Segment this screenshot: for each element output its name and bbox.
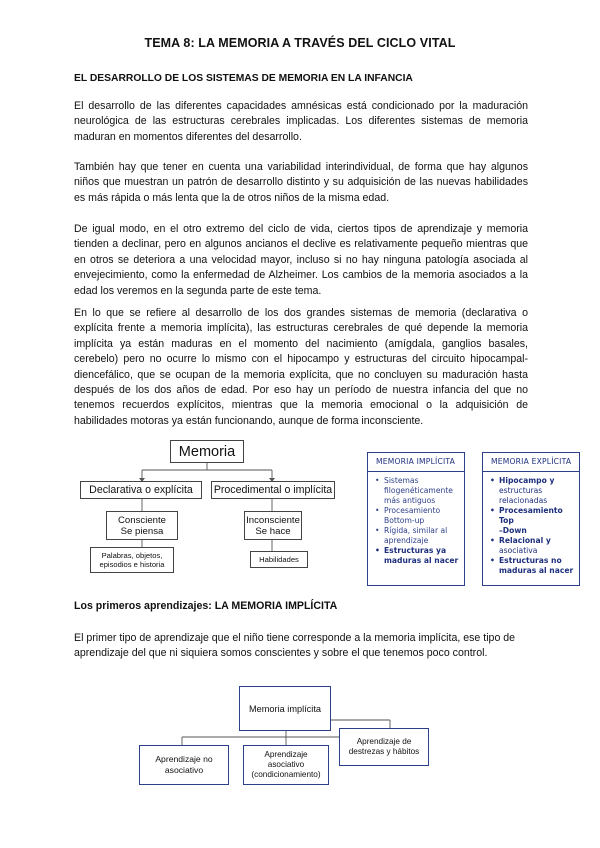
list-item: • Sistemas filogenéticamente más antiguos — [384, 476, 460, 506]
section-heading-primeros-aprendizajes: Los primeros aprendizajes: LA MEMORIA IMPLÍCITA — [74, 600, 338, 612]
memoria-implicita-label: Memoria implícita — [249, 703, 321, 714]
procedimental-box — [211, 481, 335, 499]
se-hace-label: Se hace — [255, 525, 291, 537]
destrezas-line-1: Aprendizaje de — [356, 737, 412, 746]
memoria-root-label: Memoria — [178, 443, 236, 460]
memoria-root-box — [170, 440, 244, 463]
paragraph-4: En lo que se refiere al desarrollo de los dos grandes sistemas de memoria (declarativa o explícita frente a memoria implícita), las estructuras cerebrales de qué depende la memoria implícita ya están maduras en el momento del nacimiento (amígdala, ganglios basales, cerebelo) pero no ocurre lo mismo con el hipocampo y estructuras del circuito hipocampal-diencefálico, que se ocupan de la memoria explícita, que no concluyen su maduración hasta después de los dos años de edad. Por eso hay un período de nuestra infancia del que no tenemos recuerdos explícitos, mientras que la memoria emocional o la adquisición de habilidades motoras ya están funcionando, aunque de forma inconsciente. — [74, 307, 528, 427]
panel-implicita-header: MEMORIA IMPLÍCITA — [368, 453, 464, 472]
list-item — [499, 476, 575, 506]
list-item-line: relacionadas — [499, 496, 548, 505]
memoria-implicita-box — [239, 686, 331, 731]
list-item-line: estructuras — [499, 486, 543, 495]
list-item-line: asociativa — [499, 546, 538, 555]
no-asociativo-line-1: Aprendizaje no — [155, 754, 213, 764]
aprendizaje-no-asociativo-box — [139, 745, 229, 785]
panel-memoria-explicita — [482, 452, 580, 586]
inconsciente-box — [244, 511, 302, 540]
asociativo-line-3: (condicionamiento) — [251, 770, 321, 779]
aprendizaje-asociativo-box — [243, 745, 329, 785]
palabras-label: Palabras, objetos, — [101, 551, 163, 560]
list-item: • Procesamiento Bottom-up — [384, 506, 460, 526]
habilidades-box — [250, 551, 308, 568]
list-item: • Rígida, similar al aprendizaje — [384, 526, 460, 546]
panel-explicita-header: MEMORIA EXPLÍCITA — [483, 453, 579, 472]
list-item — [499, 506, 575, 536]
page-title: TEMA 8: LA MEMORIA A TRAVÉS DEL CICLO VITAL — [144, 36, 456, 50]
aprendizaje-destrezas-box — [339, 728, 429, 766]
section-heading-desarrollo: EL DESARROLLO DE LOS SISTEMAS DE MEMORIA EN LA INFANCIA — [74, 73, 413, 84]
asociativo-line-2: asociativo — [267, 760, 305, 769]
list-item-line: Hipocampo y — [499, 476, 555, 485]
list-item-line: Procesamiento Top — [499, 506, 563, 525]
consciente-box — [106, 511, 178, 540]
consciente-label: Consciente — [118, 514, 166, 526]
paragraph-1: El desarrollo de las diferentes capacidades amnésicas está condicionado por la maduración neurológica de las estructuras cerebrales implicadas. Los diferentes sistemas de memoria maduran en momentos diferentes del desarrollo. — [74, 100, 528, 143]
list-item-line: Relacional y — [499, 536, 551, 545]
habilidades-label: Habilidades — [259, 555, 299, 564]
destrezas-line-2: destrezas y hábitos — [348, 747, 420, 756]
panel-memoria-implicita — [367, 452, 465, 586]
paragraph-2: También hay que tener en cuenta una variabilidad interindividual, de forma que hay algunos niños que muestran un patrón de desarrollo distinto y su adquisición de las nuevas habilidades es más rápida o más lenta que la de otros niños de la misma edad. — [74, 161, 528, 204]
episodios-label: episodios e historia — [99, 560, 165, 569]
se-piensa-label: Se piensa — [120, 525, 164, 537]
procedimental-label: Procedimental o implícita — [213, 484, 333, 496]
panel-explicita-list — [483, 476, 579, 576]
asociativo-line-1: Aprendizaje — [264, 750, 308, 759]
list-item: • Estructuras no maduras al nacer — [499, 556, 575, 576]
list-item-line: –Down — [499, 526, 527, 535]
paragraph-3: De igual modo, en el otro extremo del ciclo de vida, ciertos tipos de aprendizaje y memoria tienden a declinar, pero en algunos ancianos el declive es relativamente pequeño mientras que en otros se deteriora a una velocidad mayor, incluso si no hay ninguna patología asociada al envejecimiento, como la enfermedad de Alzheimer. Los cambios de la memoria asociados a la edad los veremos en la segunda parte de este tema. — [74, 223, 528, 297]
declarativa-box — [80, 481, 202, 499]
panel-implicita-list — [368, 476, 464, 566]
inconsciente-label: Inconsciente — [246, 514, 300, 526]
list-item — [499, 536, 575, 556]
palabras-box — [90, 547, 174, 573]
declarativa-label: Declarativa o explícita — [89, 484, 193, 496]
no-asociativo-line-2: asociativo — [164, 765, 204, 775]
list-item: • Estructuras ya maduras al nacer — [384, 546, 460, 566]
paragraph-5: El primer tipo de aprendizaje que el niño tiene corresponde a la memoria implícita, ese tipo de aprendizaje del que ni siquiera somos conscientes y sobre el que tenemos poco control. — [74, 632, 516, 660]
